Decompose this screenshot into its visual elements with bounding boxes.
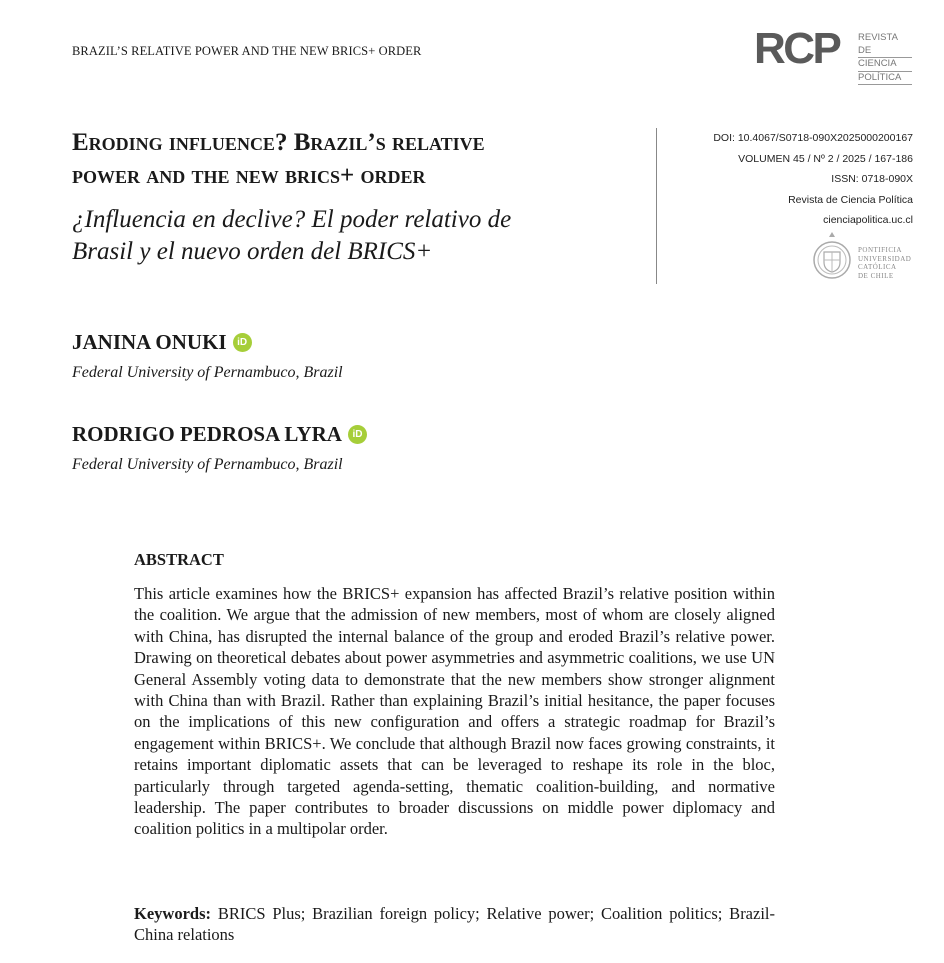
orcid-icon[interactable]: iD <box>233 333 252 352</box>
logo-line: REVISTA DE <box>858 32 912 58</box>
author-name <box>72 330 252 355</box>
meta-divider <box>656 128 657 284</box>
journal-name: Revista de Ciencia Política <box>788 193 913 206</box>
author-affiliation: Federal University of Pernambuco, Brazil <box>72 364 343 381</box>
running-head: BRAZIL’S RELATIVE POWER AND THE NEW BRICS+ ORDER <box>72 44 422 58</box>
subtitle-line: Brasil y el nuevo orden del BRICS+ <box>72 238 433 265</box>
author-name <box>72 422 367 447</box>
seal-line: DE CHILE <box>858 271 894 280</box>
journal-site: cienciapolitica.uc.cl <box>823 214 913 226</box>
volume-info: VOLUMEN 45 / Nº 2 / 2025 / 167-186 <box>738 152 913 165</box>
author-affiliation: Federal University of Pernambuco, Brazil <box>72 456 343 473</box>
seal-text <box>858 246 911 280</box>
university-seal <box>812 230 912 286</box>
orcid-icon[interactable]: iD <box>348 425 367 444</box>
abstract-text: This article examines how the BRICS+ expansion has affected Brazil’s relative position within the coalition. We argue that the admission of new members, most of whom are closely aligned with China, has disrupted the internal balance of the group and eroded Brazil’s relative power. Drawing on theoretical debates about power asymmetries and asymmetric coalitions, we use UN General Assembly voting data to demonstrate that the new members show stronger alignment with China than with Brazil. Rather than explaining Brazil’s initial hesitance, the paper focuses on the implications of this new configuration and offers a strategic roadmap for Brazil’s engagement within BRICS+. We conclude that although Brazil now faces growing constraints, it retains important diplomatic assets that can be leveraged to reshape its role in the bloc, particularly through targeted agenda-setting, thematic coalition-building, and normative leadership. The paper contributes to broader discussions on middle power diplomacy and coalition politics in a multipolar order. <box>134 584 775 839</box>
paper-title <box>72 126 632 192</box>
keywords-label: Keywords: <box>134 904 211 923</box>
logo-mark: RCP <box>754 24 840 73</box>
logo-line: CIENCIA <box>858 58 912 72</box>
keywords-text: BRICS Plus; Brazilian foreign policy; Relative power; Coalition politics; Brazil-China relations <box>134 904 775 945</box>
logo-line: POLÍTICA <box>858 72 912 86</box>
seal-line: PONTIFICIA <box>858 246 902 254</box>
title-line: Eroding influence? Brazil’s relative <box>72 129 485 156</box>
rcp-logo <box>754 24 914 83</box>
paper-subtitle <box>72 204 632 268</box>
title-line: power and the new brics+ order <box>72 162 426 189</box>
keywords <box>134 903 775 946</box>
issn: ISSN: 0718-090X <box>831 173 913 185</box>
author-name-text: RODRIGO PEDROSA LYRA <box>72 422 342 446</box>
seal-line: CATÓLICA <box>858 263 897 271</box>
doi: DOI: 10.4067/S0718-090X2025000200167 <box>713 132 913 144</box>
seal-line: UNIVERSIDAD <box>858 254 912 263</box>
author-name-text: JANINA ONUKI <box>72 330 227 354</box>
abstract-heading: ABSTRACT <box>134 550 224 569</box>
subtitle-line: ¿Influencia en declive? El poder relativo de <box>72 206 512 233</box>
seal-icon <box>812 230 852 282</box>
article-metadata <box>713 128 913 231</box>
logo-subtitle <box>858 32 912 85</box>
